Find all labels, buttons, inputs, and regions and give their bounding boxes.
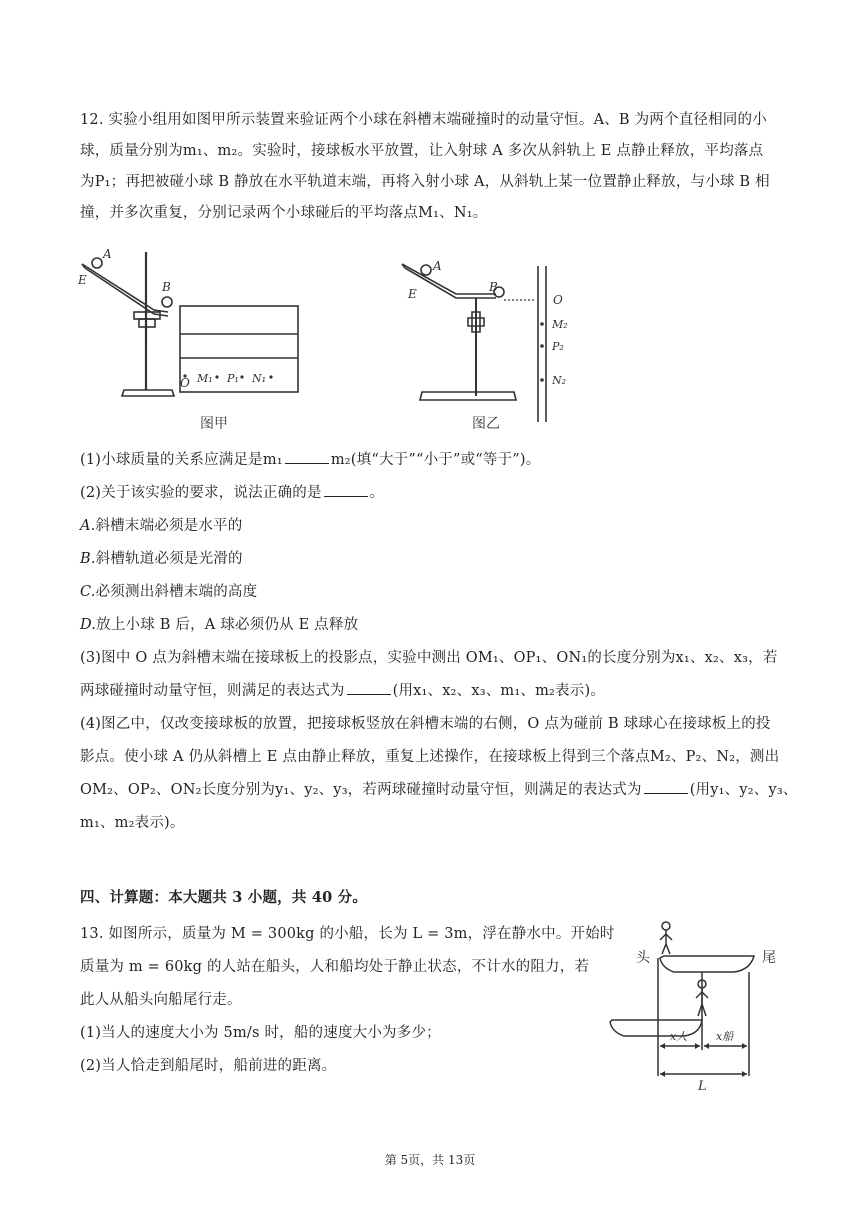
figure-jia xyxy=(76,246,306,436)
sub1 xyxy=(80,448,780,472)
q12-line-4: 撞，并多次重复，分别记录两个小球碰后的平均落点M₁、N₁。 xyxy=(80,205,488,221)
sub4-text-after: (用y₁、y₂、y₃、 xyxy=(689,782,798,798)
sub2-answer-blank[interactable] xyxy=(324,482,368,497)
q13-line-5: (2)当人恰走到船尾时，船前进的距离。 xyxy=(80,1058,337,1074)
sub4-answer-blank[interactable] xyxy=(644,779,688,794)
option-c-text: 必须测出斜槽末端的高度 xyxy=(95,584,258,600)
sub3-text-before: 两球碰撞时动量守恒，则满足的表达式为 xyxy=(80,683,345,699)
q13-text xyxy=(80,922,615,1078)
boat-head-label: 头 xyxy=(636,950,650,966)
q13-line-3: 此人从船头向船尾行走。 xyxy=(80,992,242,1008)
option-c xyxy=(80,580,780,604)
option-b-letter: B. xyxy=(80,551,96,567)
sub2-text-after: 。 xyxy=(369,485,385,501)
boat-figure xyxy=(604,918,784,1090)
q13-line-2: 质量为 m = 60kg 的人站在船头，人和船均处于静止状态，不计水的阻力，若 xyxy=(80,959,590,975)
q13-line-4: (1)当人的速度大小为 5m/s 时，船的速度大小为多少； xyxy=(80,1025,441,1041)
fig2-label-b: B xyxy=(489,280,498,294)
q13-line-1: 13. 如图所示，质量为 M = 300kg 的小船，长为 L = 3m，浮在静水中。开始时 xyxy=(80,926,615,942)
sub4-line-2: 影点。使小球 A 仍从斜槽上 E 点由静止释放，重复上述操作，在接球板上得到三个落点M₂、P₂、N₂，测出 xyxy=(80,749,780,765)
option-b xyxy=(80,547,780,571)
fig1-caption: 图甲 xyxy=(200,416,228,432)
ball-b xyxy=(162,297,172,307)
sub4-text-before: OM₂、OP₂、ON₂长度分别为y₁、y₂、y₃，若两球碰撞时动量守恒，则满足的表达式为 xyxy=(80,782,642,798)
q12-line-3: 为P₁；再把被碰小球 B 静放在水平轨道末端，再将入射小球 A，从斜轨上某一位置静止释放，与小球 B 相 xyxy=(80,174,770,190)
sub3-line-2 xyxy=(80,679,780,703)
fig1-label-p1: P₁ xyxy=(227,372,239,385)
ball-a xyxy=(421,265,431,275)
q12-line-1: 12. 实验小组用如图甲所示装置来验证两个小球在斜槽末端碰撞时的动量守恒。A、B 为两个直径相同的小 xyxy=(80,112,767,128)
x-boat-label: x船 xyxy=(716,1030,734,1043)
sub3-answer-blank[interactable] xyxy=(347,680,391,695)
q12-subquestions xyxy=(80,448,798,835)
option-d-letter: D. xyxy=(80,617,97,633)
ball-a xyxy=(92,258,102,268)
fig1-label-a: A xyxy=(103,247,112,261)
page-footer: 第 5页，共 13页 xyxy=(384,1153,476,1167)
option-a-letter: A. xyxy=(80,518,96,534)
sub2 xyxy=(80,481,780,505)
fig1-label-m1: M₁ xyxy=(197,372,213,385)
fig2-label-p2: P₂ xyxy=(552,340,564,353)
sub4-line-3 xyxy=(80,778,798,802)
sub1-text-before: (1)小球质量的关系应满足是m₁ xyxy=(80,452,283,468)
option-d xyxy=(80,613,780,637)
q12-text xyxy=(80,108,780,225)
sub2-text-before: (2)关于该实验的要求，说法正确的是 xyxy=(80,485,322,501)
q12-line-2: 球，质量分别为m₁、m₂。实验时，接球板水平放置，让入射球 A 多次从斜轨上 E 点静止释放，平均落点 xyxy=(80,143,764,159)
boat-tail-label: 尾 xyxy=(762,950,776,966)
option-b-text: 斜槽轨道必须是光滑的 xyxy=(95,551,243,567)
sub4-line-4: m₁、m₂表示)。 xyxy=(80,815,185,831)
option-c-letter: C. xyxy=(80,584,96,600)
fig2-label-a: A xyxy=(433,259,442,273)
fig1-label-o: O xyxy=(180,376,190,390)
section-heading: 四、计算题：本大题共 3 小题，共 40 分。 xyxy=(80,889,368,906)
fig2-label-e: E xyxy=(408,287,417,301)
fig1-label-n1: N₁ xyxy=(252,372,267,385)
sub3-line-1: (3)图中 O 点为斜槽末端在接球板上的投影点，实验中测出 OM₁、OP₁、ON₁的长度分别为x₁、x₂、x₃，若 xyxy=(80,650,778,666)
fig2-caption: 图乙 xyxy=(472,416,500,432)
sub1-text-after: m₂(填“大于”“小于”或“等于”)。 xyxy=(330,452,541,468)
fig2-label-n2: N₂ xyxy=(552,374,567,387)
figure-yi xyxy=(396,246,576,436)
option-a-text: 斜槽末端必须是水平的 xyxy=(95,518,243,534)
sub1-answer-blank[interactable] xyxy=(285,449,329,464)
sub3-text-after: (用x₁、x₂、x₃、m₁、m₂表示)。 xyxy=(392,683,606,699)
fig2-label-m2: M₂ xyxy=(552,318,568,331)
fig1-label-e: E xyxy=(78,273,87,287)
fig1-label-b: B xyxy=(162,280,171,294)
sub4-line-1: (4)图乙中，仅改变接球板的放置，把接球板竖放在斜槽末端的右侧，O 点为碰前 B 球球心在接球板上的投 xyxy=(80,716,771,732)
fig2-label-o: O xyxy=(553,293,563,307)
option-a xyxy=(80,514,780,538)
x-person-label: x人 xyxy=(670,1030,688,1043)
length-label: L xyxy=(698,1079,707,1090)
option-d-text: 放上小球 B 后，A 球必须仍从 E 点释放 xyxy=(96,617,359,633)
